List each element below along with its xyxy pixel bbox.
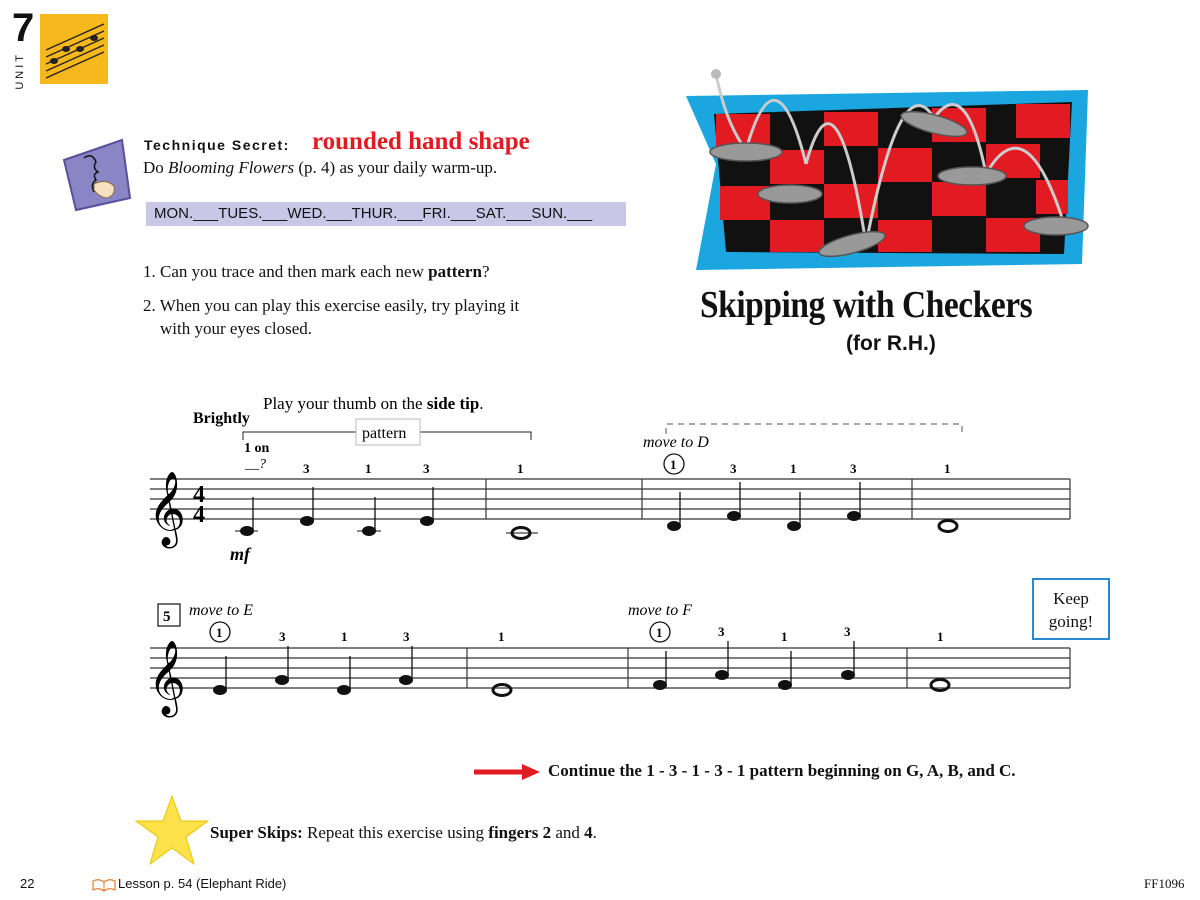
fingering-system-2: [216, 624, 944, 644]
move-label-f: move to F: [628, 602, 692, 619]
svg-text:3: 3: [850, 461, 857, 476]
svg-text:1: 1: [365, 461, 372, 476]
instruction-1: 1. Can you trace and then mark each new pattern?: [143, 262, 490, 281]
fingering-system-1: [303, 457, 951, 476]
svg-text:3: 3: [423, 461, 430, 476]
staff-system-1: [0, 390, 1100, 570]
pattern-label: pattern: [362, 425, 407, 442]
keep-going-box: Keep going!: [1032, 578, 1110, 640]
red-arrow-icon: [472, 762, 542, 782]
svg-text:1: 1: [498, 629, 505, 644]
instruction-2: 2. When you can play this exercise easily, try playing it with your eyes closed.: [143, 296, 520, 338]
piece-title: Skipping with Checkers: [700, 284, 1033, 326]
svg-text:3: 3: [718, 624, 725, 639]
unit-number: 7: [12, 6, 35, 50]
svg-text:1: 1: [781, 629, 788, 644]
hand-shape-icon: [62, 138, 132, 212]
warmup-text: Do Blooming Flowers (p. 4) as your daily warm-up.: [143, 158, 498, 177]
technique-title: rounded hand shape: [312, 128, 530, 155]
svg-text:1: 1: [944, 461, 951, 476]
svg-text:1: 1: [216, 625, 223, 640]
tempo-marking: Brightly: [193, 410, 250, 427]
svg-text:3: 3: [403, 629, 410, 644]
piece-subtitle: (for R.H.): [846, 332, 936, 355]
star-icon: [134, 794, 210, 866]
super-skips-text: Super Skips: Repeat this exercise using fingers 2 and 4.: [210, 823, 597, 842]
svg-text:3: 3: [303, 461, 310, 476]
book-icon: [92, 878, 116, 892]
svg-text:1: 1: [670, 457, 677, 472]
warmup-piece: Blooming Flowers: [168, 158, 295, 177]
treble-clef-icon-2: 𝄞: [148, 642, 186, 713]
days-checklist: MON.___TUES.___WED.___THUR.___FRI.___SAT.___SUN.___: [146, 202, 626, 226]
continue-instruction: Continue the 1 - 3 - 1 - 3 - 1 pattern beginning on G, A, B, and C.: [548, 761, 1016, 780]
svg-text:3: 3: [844, 624, 851, 639]
svg-text:3: 3: [730, 461, 737, 476]
time-sig-top: 4: [193, 482, 205, 508]
page-number: 22: [20, 876, 35, 891]
svg-text:1: 1: [790, 461, 797, 476]
svg-text:3: 3: [279, 629, 286, 644]
svg-text:1: 1: [341, 629, 348, 644]
svg-text:1: 1: [937, 629, 944, 644]
staff-system-2: [0, 590, 1100, 720]
lesson-reference: Lesson p. 54 (Elephant Ride): [118, 876, 287, 891]
move-label-e: move to E: [189, 602, 253, 619]
dynamic-marking: mf: [230, 544, 250, 564]
first-finger-question: __?: [245, 457, 266, 472]
unit-label: UNIT: [14, 52, 26, 90]
time-sig-bottom: 4: [193, 502, 205, 528]
checkerboard-illustration: [686, 64, 1090, 275]
treble-clef-icon: 𝄞: [148, 473, 186, 544]
measure-number: 5: [163, 609, 171, 625]
direction-text: Play your thumb on the side tip.: [263, 394, 484, 413]
first-finger-label: 1 on: [244, 441, 270, 456]
catalog-code: FF1096: [1144, 876, 1185, 891]
notes-system-2: [213, 670, 949, 696]
svg-text:1: 1: [517, 461, 524, 476]
svg-text:1: 1: [656, 625, 663, 640]
notes-system-1: [235, 511, 957, 539]
technique-label: Technique Secret:: [144, 137, 290, 153]
unit-badge-music-icon: [40, 14, 108, 84]
move-label: move to D: [643, 434, 709, 451]
